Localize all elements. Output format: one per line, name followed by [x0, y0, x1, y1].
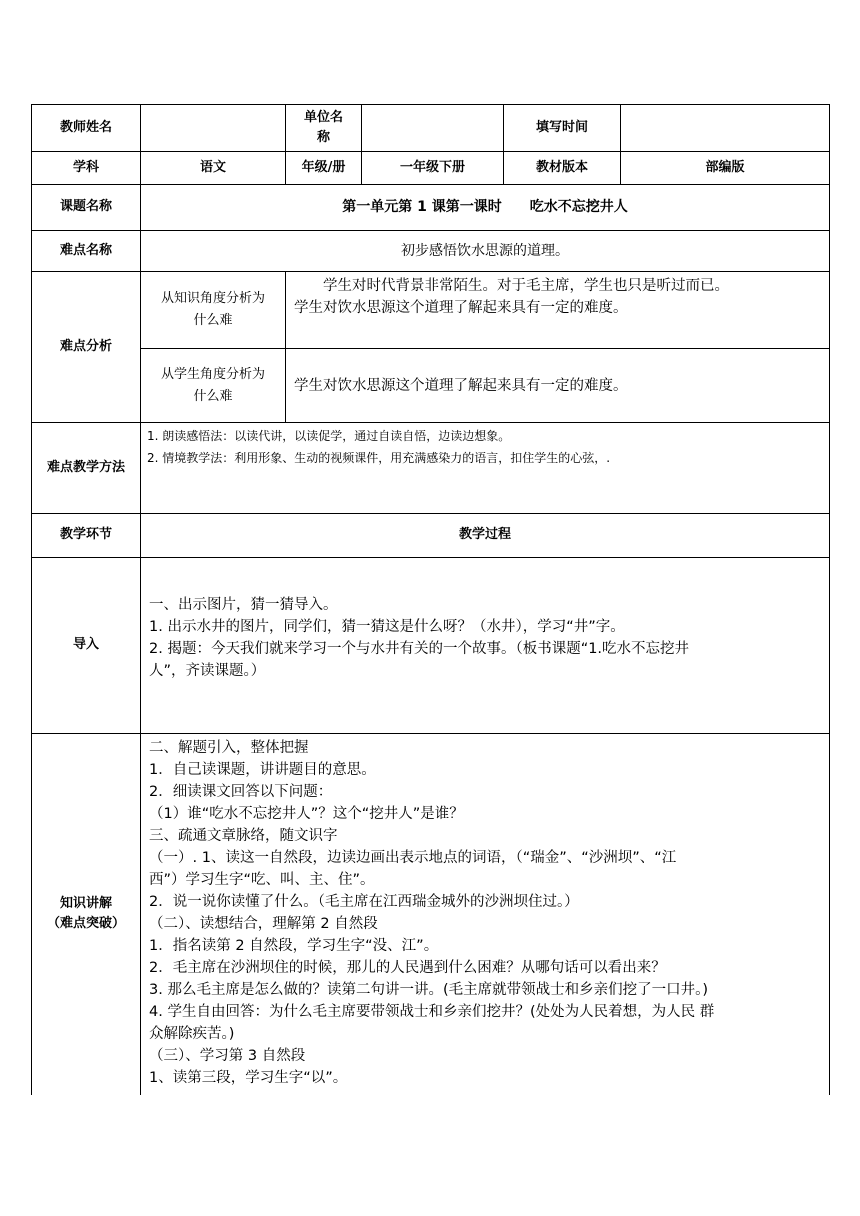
process-header-label: 教学过程	[141, 514, 830, 558]
knowledge-label	[32, 734, 141, 1095]
intro-line-2: 1. 出示水井的图片，同学们，猜一猜这是什么呀？（水井），学习“井”字。	[149, 619, 625, 635]
method-text	[141, 423, 830, 514]
knowledge-line-3: 2．细读课文回答以下问题：	[149, 784, 333, 800]
method-line-2: 2. 情境教学法：利用形象、生动的视频课件，用充满感染力的语言，扣住学生的心弦，.	[147, 451, 611, 465]
method-line-1: 1. 朗读感悟法：以读代讲，以读促学，通过自读自悟，边读边想象。	[147, 429, 511, 443]
process-header-row	[32, 514, 830, 558]
knowledge-angle-label-line2: 什么难	[193, 313, 233, 328]
unit-label-line2: 称	[316, 130, 330, 145]
topic-value: 第一单元第 1 课第一课时 吃水不忘挖井人	[141, 185, 830, 231]
intro-line-3: 2. 揭题：今天我们就来学习一个与水井有关的一个故事。（板书课题“1.吃水不忘挖井	[149, 641, 690, 657]
difficulty-value: 初步感悟饮水思源的道理。	[141, 231, 830, 272]
grade-value: 一年级下册	[362, 152, 504, 185]
edition-value: 部编版	[621, 152, 830, 185]
unit-value	[362, 105, 504, 152]
knowledge-line-9: （二）、读想结合，理解第 2 自然段	[149, 916, 378, 932]
knowledge-line-14: 众解除疾苦。)	[149, 1026, 235, 1042]
knowledge-text-line1: 学生对时代背景非常陌生。对于毛主席，学生也只是听过而已。	[323, 278, 729, 294]
edition-label: 教材版本	[504, 152, 621, 185]
subject-label: 学科	[32, 152, 141, 185]
analysis-label: 难点分析	[32, 272, 141, 423]
stage-header-label: 教学环节	[32, 514, 141, 558]
knowledge-text-line2: 学生对饮水思源这个道理了解起来具有一定的难度。	[294, 300, 628, 316]
method-row	[32, 423, 830, 514]
knowledge-line-10: 1．指名读第 2 自然段，学习生字“没、江”。	[149, 938, 439, 954]
knowledge-line-15: （三）、学习第 3 自然段	[149, 1048, 306, 1064]
topic-row	[32, 185, 830, 231]
intro-line-1: 一、出示图片，猜一猜导入。	[149, 597, 338, 613]
analysis-row-student	[32, 349, 830, 423]
knowledge-line-11: 2．毛主席在沙洲坝住的时候，那儿的人民遇到什么困难？从哪句话可以看出来？	[149, 960, 666, 976]
intro-row	[32, 558, 830, 734]
knowledge-line-4: （1）谁“吃水不忘挖井人”？这个“挖井人”是谁？	[149, 806, 464, 822]
knowledge-angle-text	[286, 272, 830, 349]
student-angle-text: 学生对饮水思源这个道理了解起来具有一定的难度。	[286, 349, 830, 423]
grade-label: 年级/册	[286, 152, 362, 185]
difficulty-label: 难点名称	[32, 231, 141, 272]
unit-label-line1: 单位名	[303, 110, 343, 125]
knowledge-line-16: 1、读第三段，学习生字“以”。	[149, 1070, 348, 1086]
knowledge-line-13: 4. 学生自由回答：为什么毛主席要带领战士和乡亲们挖井？(处处为人民着想，为人民 群	[149, 1004, 715, 1020]
fill-time-value	[621, 105, 830, 152]
header-row-1	[32, 105, 830, 152]
knowledge-label-line1: 知识讲解	[59, 896, 112, 912]
lesson-plan-sheet	[31, 104, 829, 1094]
intro-text	[141, 558, 830, 734]
header-row-2	[32, 152, 830, 185]
student-angle-label-line1: 从学生角度分析为	[160, 366, 265, 382]
knowledge-text	[141, 734, 830, 1095]
topic-label: 课题名称	[32, 185, 141, 231]
knowledge-row	[32, 734, 830, 1095]
intro-line-4: 人”，齐读课题。）	[149, 663, 266, 679]
knowledge-line-5: 三、疏通文章脉络，随文识字	[149, 828, 338, 844]
knowledge-line-6: （一）. 1、读这一自然段，边读边画出表示地点的词语，（“瑞金”、“沙洲坝”、“江	[149, 850, 677, 866]
student-angle-label	[141, 349, 286, 423]
knowledge-angle-label	[141, 272, 286, 349]
knowledge-line-1: 二、解题引入，整体把握	[149, 740, 309, 756]
method-label: 难点教学方法	[32, 423, 141, 514]
knowledge-line-2: 1．自己读课题，讲讲题目的意思。	[149, 762, 376, 778]
intro-label: 导入	[32, 558, 141, 734]
knowledge-label-line2: （难点突破）	[46, 916, 125, 932]
analysis-row-knowledge	[32, 272, 830, 349]
subject-value: 语文	[141, 152, 286, 185]
knowledge-line-12: 3. 那么毛主席是怎么做的？读第二句讲一讲。(毛主席就带领战士和乡亲们挖了一口井。)	[149, 982, 709, 998]
teacher-name-value	[141, 105, 286, 152]
fill-time-label: 填写时间	[504, 105, 621, 152]
student-angle-label-line2: 什么难	[193, 388, 233, 404]
difficulty-row	[32, 231, 830, 272]
teacher-name-label: 教师姓名	[32, 105, 141, 152]
knowledge-line-8: 2．说一说你读懂了什么。（毛主席在江西瑞金城外的沙洲坝住过。）	[149, 894, 579, 910]
unit-label	[286, 105, 362, 152]
knowledge-line-7: 西”）学习生字“吃、叫、主、住”。	[149, 872, 375, 888]
lesson-plan-table	[31, 104, 830, 1095]
knowledge-angle-label-line1: 从知识角度分析为	[160, 291, 265, 306]
